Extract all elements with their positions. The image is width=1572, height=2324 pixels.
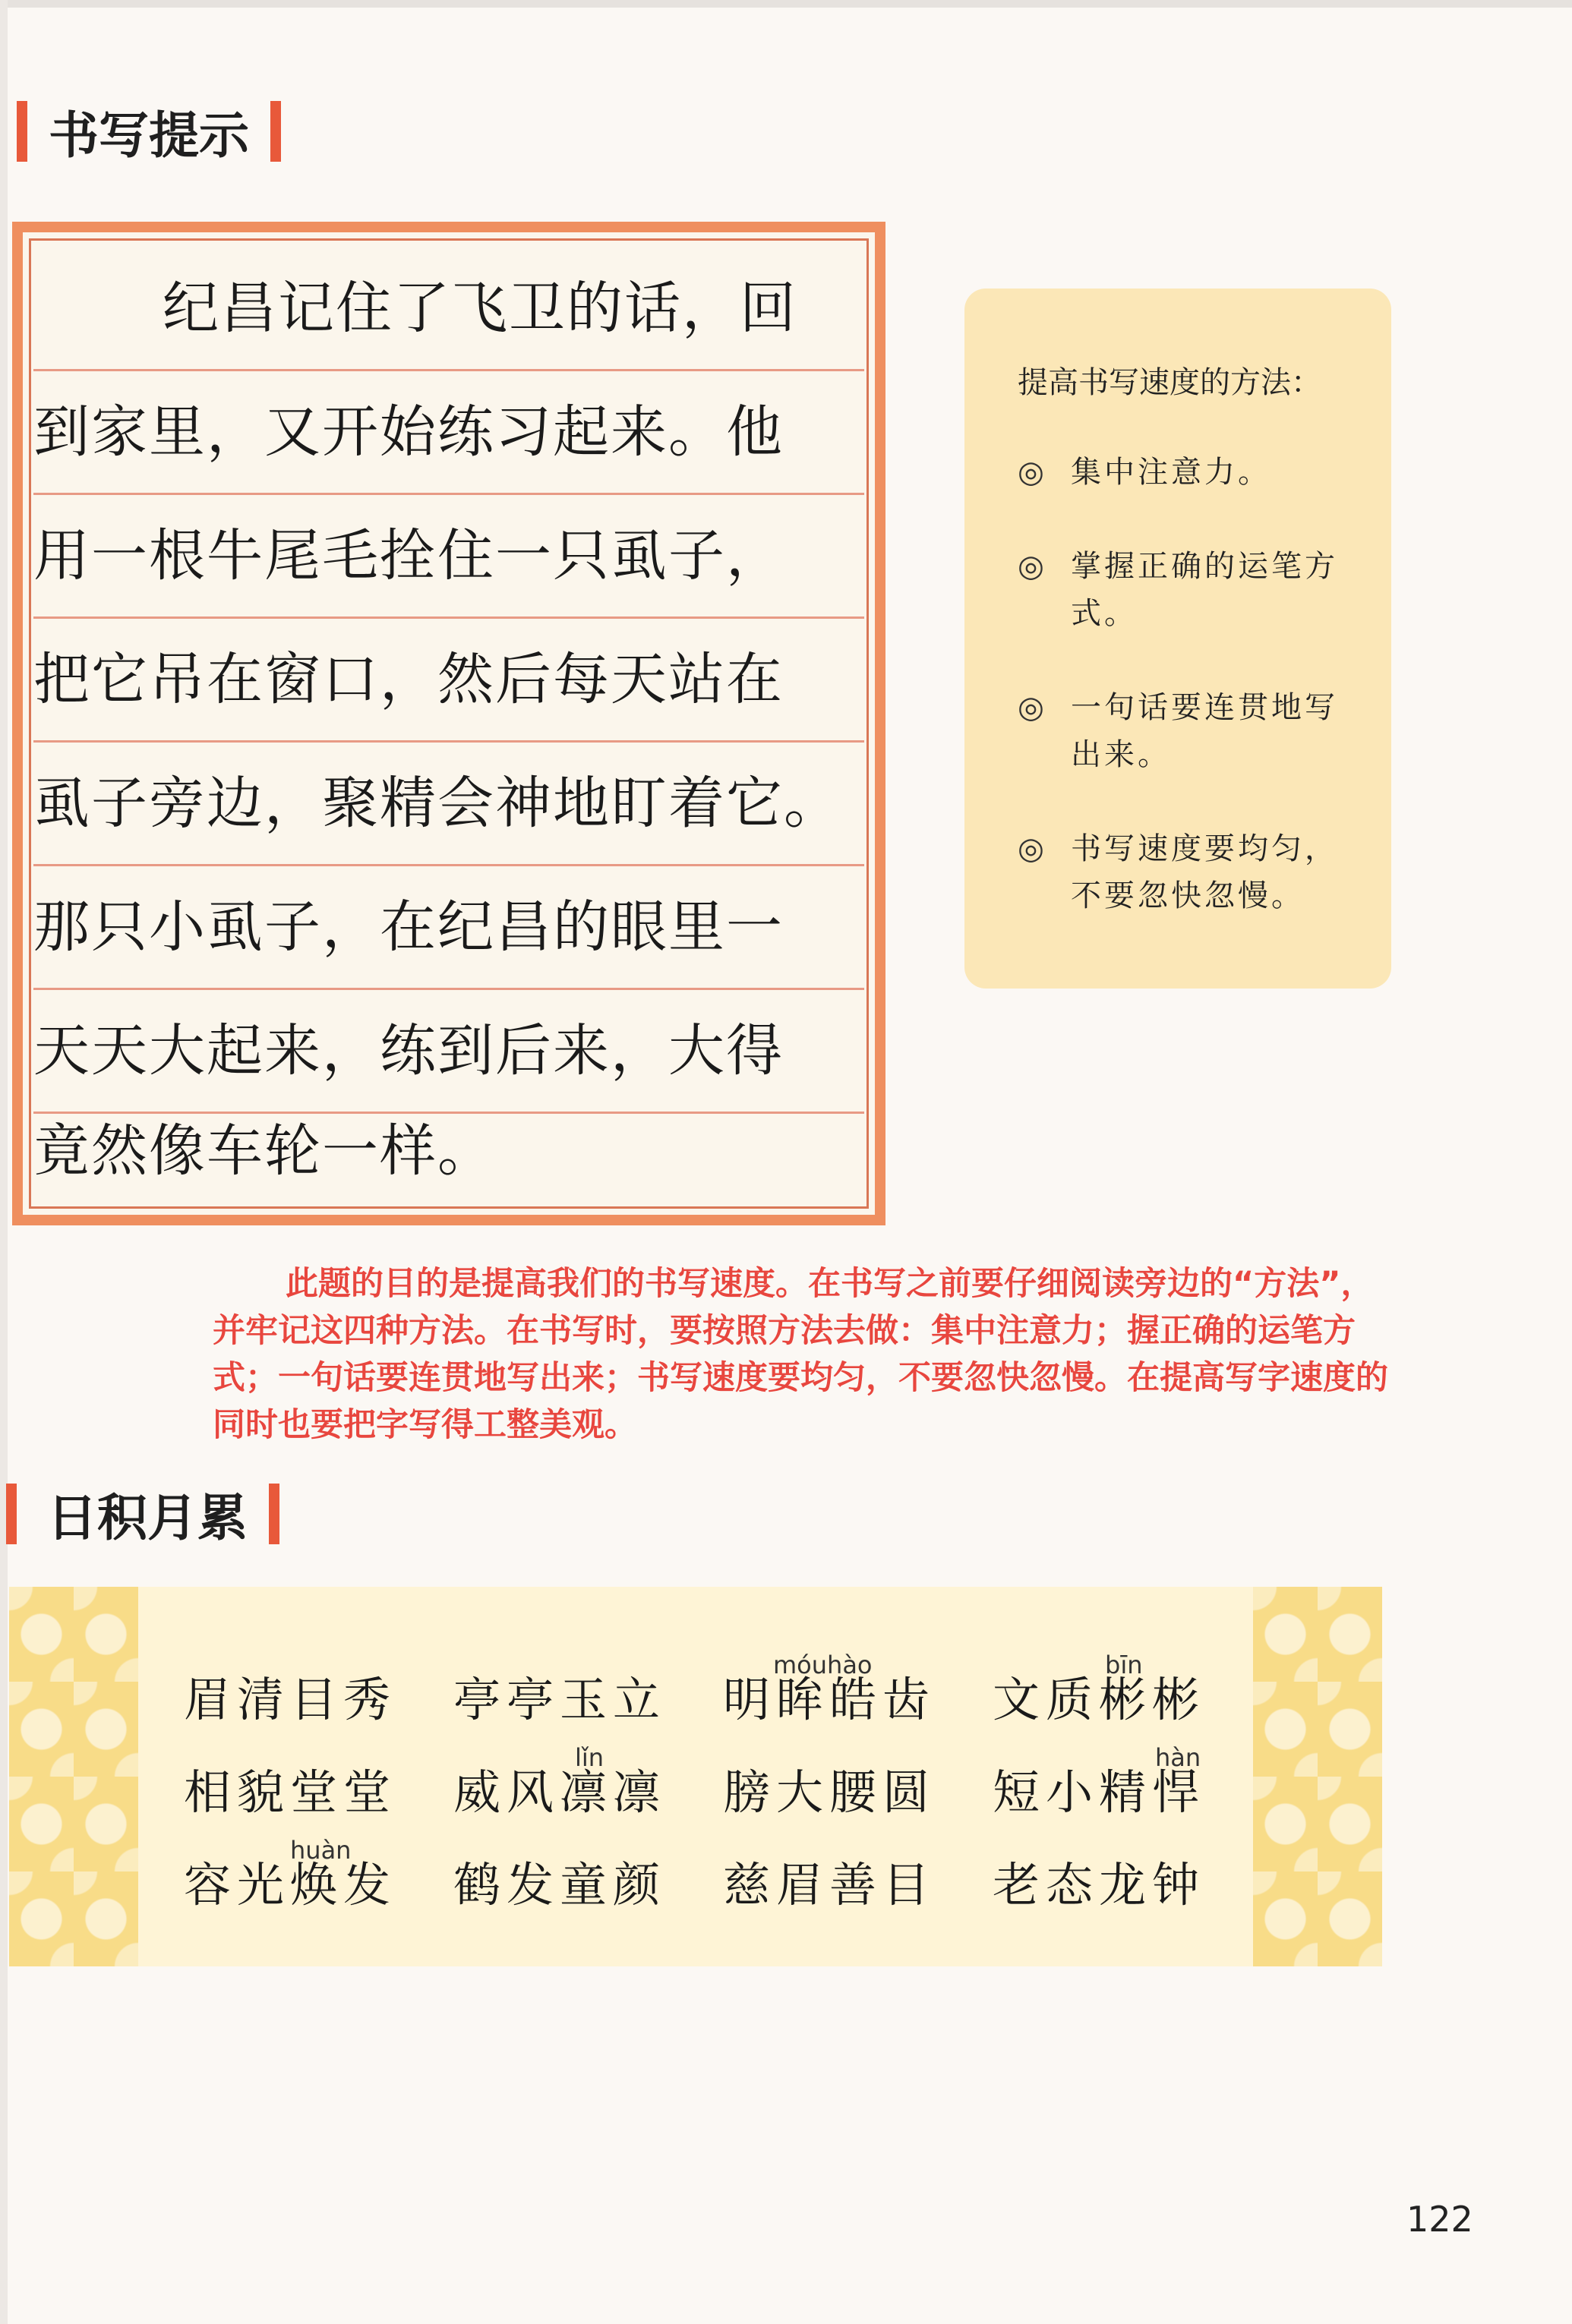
idioms-band xyxy=(9,1587,1382,1966)
idiom-pinyin: bīn xyxy=(1105,1651,1143,1679)
bullet-icon: ◎ xyxy=(1018,549,1044,584)
idiom-text: 相貌堂堂 xyxy=(184,1764,397,1820)
section-marker-left xyxy=(6,1484,17,1544)
idiom-text: 膀大腰圆 xyxy=(723,1764,936,1820)
idiom-text: 威风凛凛 xyxy=(453,1764,667,1820)
tip-item xyxy=(1018,543,1368,637)
idiom-pinyin: móuhào xyxy=(773,1651,873,1679)
passage-line: 到家里，又开始练习起来。他 xyxy=(33,371,864,495)
section-header-daily-accumulation xyxy=(6,1477,279,1550)
section-marker-right xyxy=(270,101,281,162)
idiom-item xyxy=(184,1740,453,1833)
idiom-item xyxy=(184,1833,453,1925)
section-marker-left xyxy=(17,101,27,162)
section-title: 日积月累 xyxy=(47,1489,248,1547)
idiom-pinyin: lǐn xyxy=(575,1743,604,1772)
tip-item xyxy=(1018,449,1368,496)
idiom-item xyxy=(184,1648,453,1740)
idiom-text: 文质彬彬 xyxy=(993,1672,1206,1727)
idiom-item xyxy=(453,1648,723,1740)
idiom-text: 眉清目秀 xyxy=(184,1672,397,1727)
idiom-item xyxy=(993,1740,1262,1833)
passage-line: 用一根牛尾毛拴住一只虱子， xyxy=(33,495,864,619)
idiom-item xyxy=(993,1648,1262,1740)
bullet-icon: ◎ xyxy=(1018,690,1044,725)
writing-speed-tip-card xyxy=(964,289,1391,989)
idiom-text: 老态龙钟 xyxy=(993,1857,1206,1912)
passage-line: 竟然像车轮一样。 xyxy=(33,1118,495,1184)
tip-item-text: 集中注意力。 xyxy=(1071,455,1271,490)
section-marker-right xyxy=(269,1484,279,1544)
answer-note: 此题的目的是提高我们的书写速度。在书写之前要仔细阅读旁边的“方法”，并牢记这四种方法。在书写时，要按照方法去做：集中注意力；握正确的运笔方式；一句话要连贯地写出来；书写速度要均匀，不要忽快忽慢。在提高写字速度的同时也要把字写得工整美观。 xyxy=(213,1265,1388,1444)
tip-item-text: 一句话要连贯地写出来。 xyxy=(1071,690,1338,772)
bullet-icon: ◎ xyxy=(1018,831,1044,866)
tip-item-text: 书写速度要均匀，不要忽快忽慢。 xyxy=(1071,831,1338,913)
idioms-grid xyxy=(184,1648,1262,1951)
passage-line: 把它吊在窗口，然后每天站在 xyxy=(33,619,864,743)
bullet-icon: ◎ xyxy=(1018,455,1044,490)
idiom-pinyin: hàn xyxy=(1155,1743,1201,1772)
idiom-text: 亭亭玉立 xyxy=(453,1672,667,1727)
handwriting-passage-box xyxy=(12,222,885,1225)
idiom-item xyxy=(993,1833,1262,1925)
passage-line: 虱子旁边，聚精会神地盯着它。 xyxy=(33,743,864,866)
page-left-edge xyxy=(0,0,8,2324)
decorative-pattern-right xyxy=(1253,1587,1382,1966)
passage-line: 那只小虱子，在纪昌的眼里一 xyxy=(33,866,864,990)
tip-item xyxy=(1018,684,1368,778)
idiom-text: 鹤发童颜 xyxy=(453,1857,667,1912)
tip-item-text: 掌握正确的运笔方式。 xyxy=(1071,549,1338,631)
idiom-item xyxy=(723,1740,993,1833)
idiom-text: 慈眉善目 xyxy=(723,1857,936,1912)
tip-item xyxy=(1018,825,1368,919)
idiom-pinyin: huàn xyxy=(290,1836,352,1865)
section-header-writing-tips xyxy=(17,95,281,167)
idiom-item xyxy=(453,1833,723,1925)
idiom-item xyxy=(453,1740,723,1833)
idiom-item xyxy=(723,1833,993,1925)
passage-line: 天天大起来，练到后来，大得 xyxy=(33,990,864,1114)
decorative-pattern-left xyxy=(9,1587,138,1966)
idiom-text: 明眸皓齿 xyxy=(723,1672,936,1727)
passage-line: 纪昌记住了飞卫的话，回 xyxy=(33,248,864,371)
page-top-edge xyxy=(0,0,1572,8)
idiom-item xyxy=(723,1648,993,1740)
section-title: 书写提示 xyxy=(49,106,249,165)
page-number: 122 xyxy=(1406,2199,1473,2240)
tip-card-heading: 提高书写速度的方法： xyxy=(1018,365,1321,400)
idiom-text: 容光焕发 xyxy=(184,1857,397,1912)
idiom-text: 短小精悍 xyxy=(993,1764,1206,1820)
